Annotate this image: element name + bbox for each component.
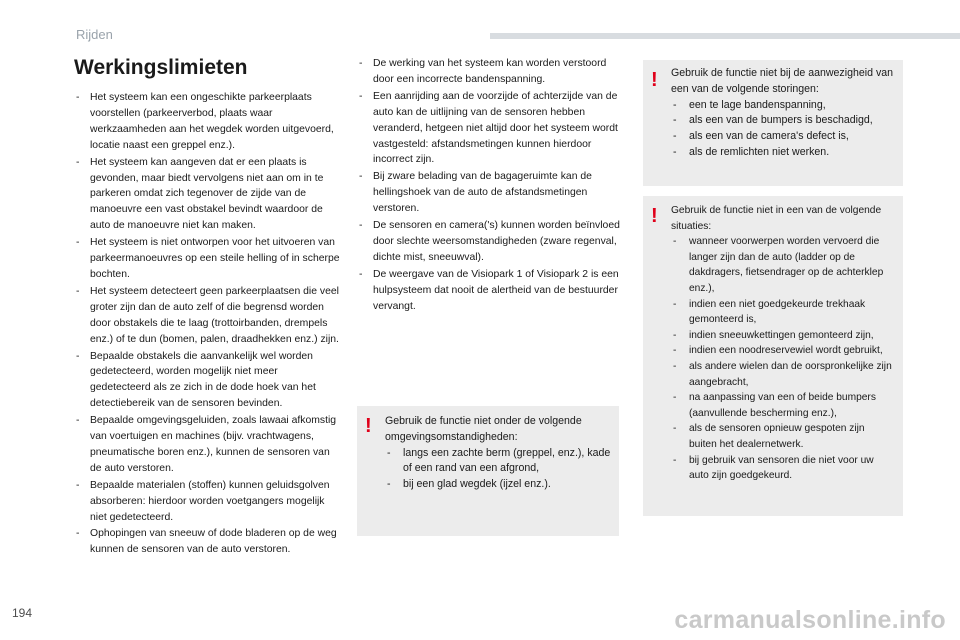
list-item: - indien sneeuwkettingen gemonteerd zijn, — [671, 328, 895, 344]
list-item: - als andere wielen dan de oorspronkelijke zijn aangebracht, — [671, 359, 895, 390]
list-item: - langs een zachte berm (greppel, enz.), kade of een rand van een afgrond, — [385, 446, 611, 478]
limitations-list-col2 — [357, 56, 623, 316]
warning-icon: ! — [651, 69, 658, 91]
warning-note-situations — [643, 196, 903, 516]
list-item: - bij een glad wegdek (ijzel enz.). — [385, 477, 611, 493]
list-item: - een te lage bandenspanning, — [671, 98, 895, 114]
page-number: 194 — [12, 606, 33, 620]
list-item: - De sensoren en camera('s) kunnen worden beïnvloed door slechte weersomstandigheden (zware regenval, dichte mist, sneeuwval). — [357, 218, 623, 266]
page-title: Werkingslimieten — [74, 56, 248, 79]
list-item: - als een van de bumpers is beschadigd, — [671, 113, 895, 129]
list-item: - na aanpassing van een of beide bumpers (aanvullende bescherming enz.), — [671, 390, 895, 421]
note-list — [671, 234, 895, 484]
list-item: - Een aanrijding aan de voorzijde of achterzijde van de auto kan de uitlijning van de sensoren hebben veranderd, hetgeen niet altijd door het systeem wordt vastgesteld: afstandsmetingen kunnen hierdoor incorrect zijn. — [357, 89, 623, 169]
list-item: - als de sensoren opnieuw gespoten zijn buiten het dealernetwerk. — [671, 421, 895, 452]
list-item: - Bepaalde materialen (stoffen) kunnen geluidsgolven absorberen: hierdoor worden voetgangers mogelijk niet gedetecteerd. — [74, 478, 340, 526]
note-list — [385, 446, 611, 493]
note-list — [671, 98, 895, 161]
list-item: - bij gebruik van sensoren die niet voor uw auto zijn goedgekeurd. — [671, 453, 895, 484]
warning-note-environment — [357, 406, 619, 536]
list-item: - De werking van het systeem kan worden verstoord door een incorrecte bandenspanning. — [357, 56, 623, 88]
list-item: - Ophopingen van sneeuw of dode bladeren op de weg kunnen de sensoren van de auto verstoren. — [74, 526, 340, 558]
list-item: - als de remlichten niet werken. — [671, 145, 895, 161]
warning-note-malfunctions — [643, 60, 903, 186]
list-item: - indien een niet goedgekeurde trekhaak gemonteerd is, — [671, 297, 895, 328]
list-item: - als een van de camera's defect is, — [671, 129, 895, 145]
warning-icon: ! — [651, 205, 658, 227]
warning-icon: ! — [365, 415, 372, 437]
list-item: - Bij zware belading van de bagageruimte kan de hellingshoek van de auto de afstandsmetingen verstoren. — [357, 169, 623, 217]
list-item: - wanneer voorwerpen worden vervoerd die langer zijn dan de auto (ladder op de dakdragers, fietsendrager op de achterklep enz.), — [671, 234, 895, 296]
list-item: - De weergave van de Visiopark 1 of Visiopark 2 is een hulpsysteem dat nooit de alertheid van de bestuurder vervangt. — [357, 267, 623, 315]
list-item: - Het systeem detecteert geen parkeerplaatsen die veel groter zijn dan de auto zelf of die begrensd worden door obstakels die te laag (trottoirbanden, drempels enz.) of te dun (bomen, palen, draadhekken enz.) zijn. — [74, 284, 340, 348]
list-item: - Het systeem kan aangeven dat er een plaats is gevonden, maar biedt vervolgens niet aan om in te parkeren omdat zich tegenover de zijde van de manoeuvre een vast obstakel bevindt waardoor de auto de manoeuvre niet kan maken. — [74, 155, 340, 235]
note-intro: Gebruik de functie niet in een van de volgende situaties: — [671, 205, 882, 232]
list-item: - indien een noodreservewiel wordt gebruikt, — [671, 343, 895, 359]
note-intro: Gebruik de functie niet bij de aanwezigheid van een van de volgende storingen: — [671, 67, 894, 95]
limitations-list-col1 — [74, 90, 340, 559]
note-intro: Gebruik de functie niet onder de volgende omgevingsomstandigheden: — [385, 415, 582, 443]
header-bar — [490, 33, 960, 39]
header-section-label: Rijden — [76, 27, 113, 42]
list-item: - Bepaalde obstakels die aanvankelijk wel worden gedetecteerd, worden mogelijk niet meer gedetecteerd als ze zich in de dode hoek van het detectiebereik van de sensoren bevinden. — [74, 349, 340, 413]
list-item: - Het systeem kan een ongeschikte parkeerplaats voorstellen (parkeerverbod, plaats waar werkzaamheden aan het wegdek worden uitgevoerd, locatie naast een greppel enz.). — [74, 90, 340, 154]
list-item: - Bepaalde omgevingsgeluiden, zoals lawaai afkomstig van voertuigen en machines (bijv. vrachtwagens, pneumatische boren enz.), kunnen de sensoren van de auto verstoren. — [74, 413, 340, 477]
watermark: carmanualsonline.info — [674, 606, 946, 634]
list-item: - Het systeem is niet ontworpen voor het uitvoeren van parkeermanoeuvres op een steile helling of in scherpe bochten. — [74, 235, 340, 283]
